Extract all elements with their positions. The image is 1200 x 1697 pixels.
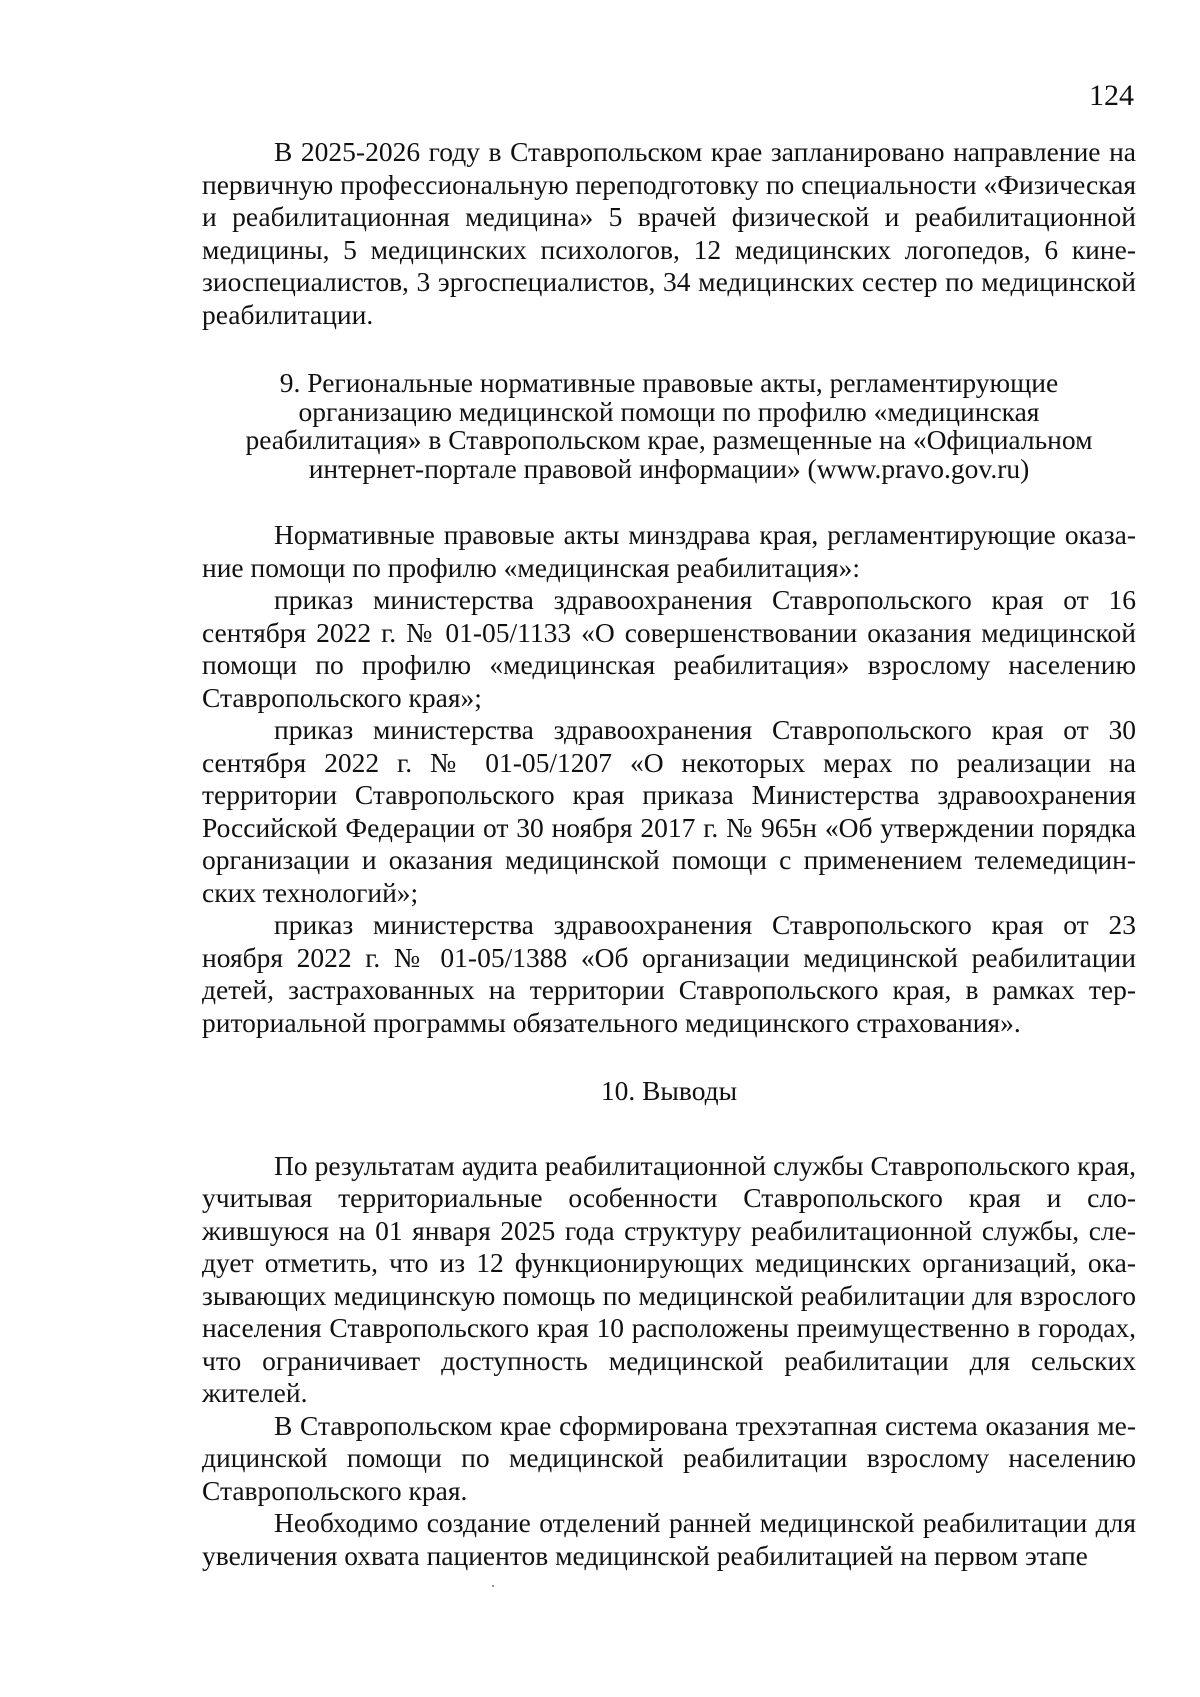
legal-act-item: приказ министерства здравоохранения Ставропольского края от 30 сентября 2022 г. № 01-05/1207 «О некоторых мерах по реализации на территории Ставропольского края приказа Министерства здравоохранения Российской Федерации от 30 ноября 2017 г. № 965н «Об утверждении порядка организации и оказания медицинской помощи с применением телемедицинских технологий»; — [202, 714, 1136, 908]
section-9-heading-line: интернет-портале правовой информации» (www.pravo.gov.ru) — [308, 452, 1030, 484]
section-9-heading-line: реабилитация» в Ставропольском крае, размещенные на «Официальном — [245, 424, 1093, 455]
section-9-heading-line: 9. Региональные нормативные правовые акты, регламентирующие — [279, 367, 1059, 398]
conclusion-paragraph: Необходимо создание отделений ранней медицинской реабилитации для увеличения охвата пациентов медицинской реабилитацией на первом этапе — [202, 1507, 1136, 1571]
section-9-heading-line: организацию медицинской помощи по профилю «медицинская — [298, 395, 1040, 427]
section-9-heading — [202, 369, 1136, 483]
legal-act-item: приказ министерства здравоохранения Ставропольского края от 16 сентября 2022 г. № 01-05/1133 «О совершенствовании оказания медицинской помощи по профилю «медицинская реабилитация» взрослому населению Ставропольского края»; — [202, 584, 1136, 713]
section-10-heading: 10. Выводы — [600, 1075, 738, 1106]
spacer — [202, 331, 1136, 369]
conclusion-paragraph: В Ставропольском крае сформирована трехэтапная система оказания медицинской помощи по медицинской реабилитации взрослому населению Ставропольского края. — [202, 1409, 1136, 1506]
spacer — [202, 1039, 1136, 1077]
section-9-lead-paragraph: Нормативные правовые акты минздрава края, регламентирующие оказание помощи по профилю «медицинская реабилитация»: — [202, 519, 1136, 583]
scan-speck — [492, 1585, 494, 1587]
legal-act-item: приказ министерства здравоохранения Ставропольского края от 23 ноября 2022 г. № 01-05/1388 «Об организации медицинской реабилитации детей, застрахованных на территории Ставропольского края, в рамках территориальной программы обязательного медицинского страхования». — [202, 909, 1136, 1038]
conclusion-paragraph: По результатам аудита реабилитационной службы Ставропольского края, учитывая территориальные особенности Ставропольского края и сложившуюся на 01 января 2025 года структуру реабилитационной службы, следует отметить, что из 12 функционирующих медицинских организаций, оказывающих медицинскую помощь по медицинской реабилитации для взрослого населения Ставропольского края 10 расположены преимущественно в городах, что ограничивает доступность медицинской реабилитации для сельских жителей. — [202, 1149, 1136, 1408]
intro-paragraph: В 2025-2026 году в Ставропольском крае запланировано направление на первичную профессиональную переподготовку по специальности «Физическая и реабилитационная медицина» 5 врачей физической и реабилитационной медицины, 5 медицинских психологов, 12 медицинских логопедов, 6 кинезиоспециалистов, 3 эргоспециалистов, 34 медицинских сестер по медицинской реабилитации. — [202, 136, 1136, 330]
page-content — [202, 136, 1136, 1572]
page-number: 124 — [1089, 79, 1134, 112]
spacer — [202, 483, 1136, 519]
spacer — [202, 1106, 1136, 1150]
